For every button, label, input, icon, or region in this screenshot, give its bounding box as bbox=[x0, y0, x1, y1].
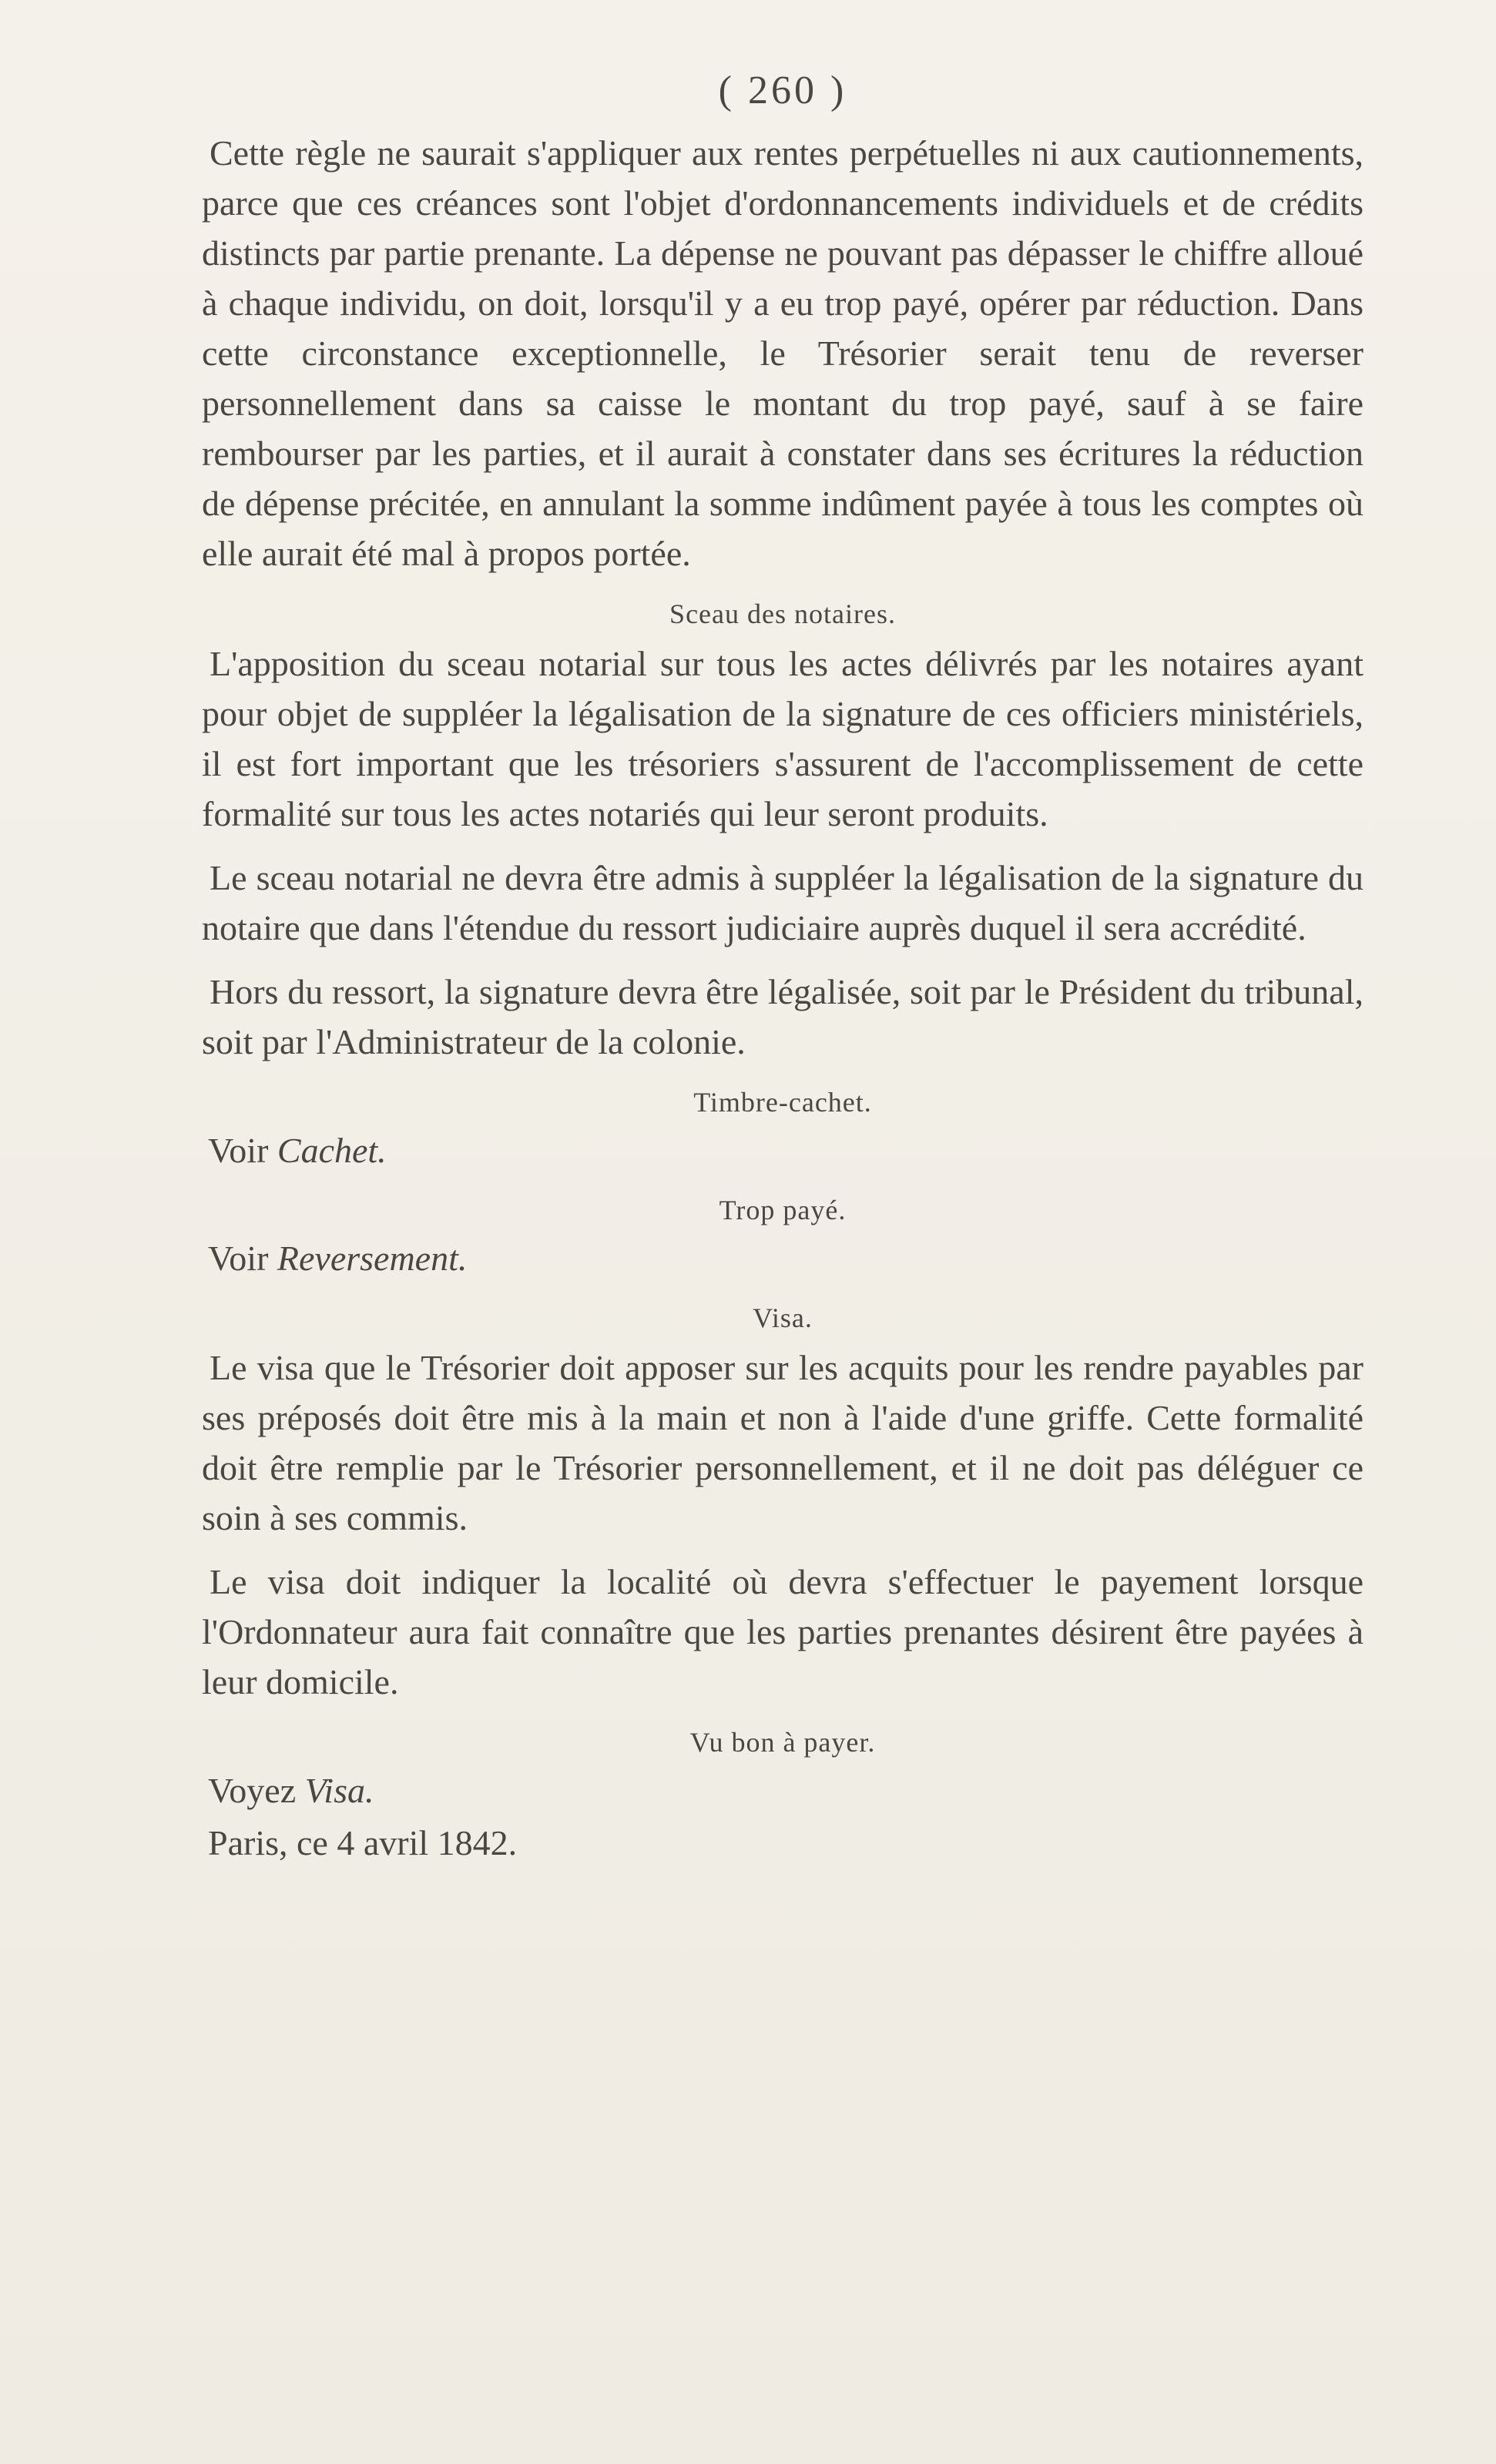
text-block bbox=[202, 71, 1364, 1867]
crossref-vu-bon bbox=[202, 1767, 1364, 1815]
crossref-target: Cachet. bbox=[277, 1131, 387, 1170]
crossref-word: Voir bbox=[208, 1131, 269, 1170]
crossref-word: Voyez bbox=[208, 1771, 297, 1810]
heading-vu-bon: Vu bon à payer. bbox=[689, 1727, 876, 1758]
heading-visa: Visa. bbox=[753, 1302, 813, 1333]
heading-sceau: Sceau des notaires. bbox=[669, 598, 896, 629]
paragraph-sceau-1: L'apposition du sceau notarial sur tous les actes délivrés par les notaires ayant pour objet de suppléer la légalisation de la signature de ces officiers ministériels, il est fort important que les trésoriers s'assurent de l'accomplissement de cette formalité sur tous les actes notariés qui leur seront produits. bbox=[202, 644, 1364, 833]
paragraph-sceau-3: Hors du ressort, la signature devra être légalisée, soit par le Président du tribunal, soit par l'Administrateur de la colonie. bbox=[202, 972, 1364, 1061]
paragraph-sceau-2: Le sceau notarial ne devra être admis à suppléer la légalisation de la signature du notaire que dans l'étendue du ressort judiciaire auprès duquel il sera accrédité. bbox=[202, 858, 1364, 947]
paragraph-visa-2: Le visa doit indiquer la localité où devra s'effectuer le payement lorsque l'Ordonnateur aura fait connaître que les parties prenantes désirent être payées à leur domicile. bbox=[202, 1562, 1364, 1701]
paragraph-rentes: Cette règle ne saurait s'appliquer aux rentes perpétuelles ni aux cautionnements, parce que ces créances sont l'objet d'ordonnancements individuels et de crédits distincts par partie prenante. La dépense ne pouvant pas dépasser le chiffre alloué à chaque individu, on doit, lorsqu'il y a eu trop payé, opérer par réduction. Dans cette circonstance exceptionnelle, le Trésorier serait tenu de reverser personnellement dans sa caisse le montant du trop payé, sauf à se faire rembourser par les parties, et il aurait à constater dans ses écritures la réduction de dépense précitée, en annulant la somme indûment payée à tous les comptes où elle aurait été mal à propos portée. bbox=[202, 133, 1364, 573]
page-number: ( 260 ) bbox=[718, 69, 847, 112]
heading-timbre: Timbre-cachet. bbox=[693, 1087, 872, 1118]
crossref-target: Visa. bbox=[304, 1771, 374, 1810]
crossref-trop-paye bbox=[202, 1235, 1364, 1282]
crossref-target: Reversement. bbox=[277, 1239, 468, 1278]
heading-trop-paye: Trop payé. bbox=[719, 1195, 847, 1225]
crossref-timbre bbox=[202, 1127, 1364, 1175]
paragraph-visa-1: Le visa que le Trésorier doit apposer sur les acquits pour les rendre payables par ses préposés doit être mis à la main et non à l'aide d'une griffe. Cette formalité doit être remplie par le Trésorier personnellement, et il ne doit pas déléguer ce soin à ses commis. bbox=[202, 1348, 1364, 1537]
crossref-word: Voir bbox=[208, 1239, 269, 1278]
closing-date: Paris, ce 4 avril 1842. bbox=[208, 1823, 518, 1862]
